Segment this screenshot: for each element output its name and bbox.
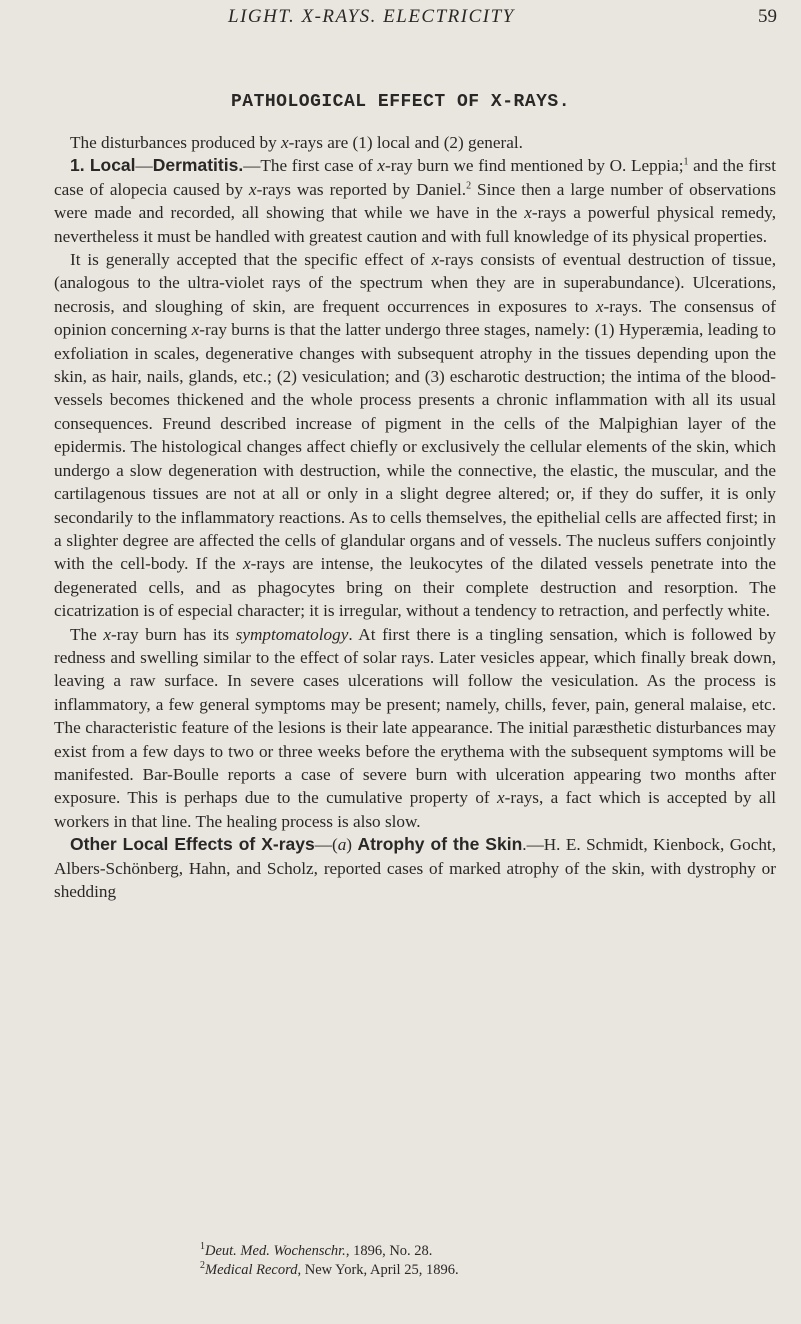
footnote-2 bbox=[0, 1261, 801, 1280]
italic-x: x bbox=[242, 554, 251, 574]
text-run: ) bbox=[346, 835, 358, 855]
paragraph-local-dermatitis bbox=[54, 154, 776, 248]
italic-letter: a bbox=[337, 835, 347, 855]
footnote-detail: , 1896, No. 28. bbox=[345, 1243, 433, 1259]
text-run: Since then a large number of observations were made and recorded, all showing that while we have in the bbox=[54, 179, 776, 223]
text-run: The disturbances produced by bbox=[70, 133, 281, 152]
italic-x: x bbox=[248, 179, 257, 199]
body-text bbox=[54, 131, 776, 903]
running-title: LIGHT. X-RAYS. ELECTRICITY bbox=[228, 6, 515, 27]
italic-x: x bbox=[595, 296, 604, 316]
heading-other-local-effects: Other Local Effects of X-rays bbox=[70, 834, 315, 855]
text-run: .—H. E. Schmidt, Kienbock, Gocht, Albers-Schönberg, Hahn, and Scholz, reported cases of marked atrophy of the skin, with dystrophy or shedding bbox=[54, 835, 777, 901]
paragraph-intro bbox=[54, 131, 776, 154]
paragraph-symptomatology bbox=[54, 623, 776, 834]
text-run: -rays consists of eventual destruction of tissue, (analogous to the ultra-violet rays of the spectrum when they are in superabundance). Ulcerations, necrosis, and sloughing of skin, are frequent occurrences in exposures to bbox=[54, 250, 776, 316]
text-run: The bbox=[70, 624, 104, 644]
text-run: -rays was reported by Daniel. bbox=[256, 179, 467, 199]
footnote-source: Deut. Med. Wochenschr. bbox=[205, 1243, 346, 1259]
running-head bbox=[0, 6, 801, 36]
text-run: -ray burn has its bbox=[110, 624, 236, 644]
text-run: -ray burn we find mentioned by O. Leppia; bbox=[384, 156, 684, 176]
dash: — bbox=[135, 156, 153, 176]
text-run: and the first case of alopecia caused by bbox=[54, 156, 776, 199]
text-run: —( bbox=[314, 835, 338, 855]
footnote-detail: , New York, April 25, 1896. bbox=[297, 1262, 459, 1278]
footnote-number: 2 bbox=[200, 1260, 205, 1272]
text-run: -rays are (1) local and (2) general. bbox=[288, 133, 523, 152]
heading-dermatitis: Dermatitis. bbox=[152, 155, 244, 176]
italic-x: x bbox=[280, 133, 289, 152]
section-title: PATHOLOGICAL EFFECT OF X-RAYS. bbox=[230, 92, 571, 112]
italic-x: x bbox=[524, 203, 532, 223]
heading-local: 1. Local bbox=[70, 155, 136, 176]
text-run: —The first case of bbox=[243, 156, 378, 176]
heading-atrophy: Atrophy of the Skin bbox=[357, 834, 523, 855]
paragraph-specific-effect bbox=[54, 248, 776, 623]
italic-x: x bbox=[191, 320, 200, 340]
footnotes bbox=[0, 1242, 801, 1280]
footnote-ref-1: 1 bbox=[683, 156, 689, 168]
italic-x: x bbox=[497, 788, 505, 808]
text-run: -rays. The consensus of opinion concerning bbox=[54, 296, 776, 340]
italic-x: x bbox=[431, 250, 440, 270]
text-run: -rays a powerful physical remedy, nevertheless it must be handled with greatest caution and with full knowledge of its physical properties. bbox=[54, 203, 776, 246]
text-run: . At first there is a tingling sensation, which is followed by redness and swelling similar to the effect of solar rays. Later vesicles appear, which finally break down, leaving a raw surface. In severe cases ulcerations will follow the vesiculation. As the process is inflammatory, a few general symptoms may be present; namely, chills, fever, pain, general malaise, etc. The characteristic feature of the lesions is their late appearance. The initial paræsthetic disturbances may exist from a few days to two or three weeks before the erythema with the subsequent symptoms will be manifested. Bar-Boulle reports a case of severe burn with ulceration appearing two months after exposure. This is perhaps due to the cumulative property of bbox=[54, 624, 777, 808]
footnote-1 bbox=[0, 1242, 801, 1261]
italic-x: x bbox=[377, 156, 385, 176]
paragraph-other-local-effects bbox=[54, 833, 776, 903]
page-number: 59 bbox=[758, 6, 777, 27]
text-run: -ray burns is that the latter undergo three stages, namely: (1) Hyperæmia, leading to exfoliation in scales, degenerative changes with subsequent atrophy in the tissues depending upon the skin, as hair, nails, glands, etc.; (2) vesiculation; and (3) escharotic destruction; the intima of the blood-vessels becomes thickened and the whole process presents a chronic inflammation with all its usual consequences. Freund described increase of pigment in the cells of the Malpighian layer of the epidermis. The histological changes affect chiefly or exclusively the cellular elements of the skin, which undergo a slow degeneration with destruction, while the connective, the elastic, the muscular, and the cartilagenous tissues are not at all or only in a slight degree altered; or, if they do suffer, it is only secondarily to the inflammatory reactions. As to cells themselves, the epithelial cells are affected first; in a slighter degree are affected the cells of glandular organs and of vessels. The nucleus suffers conjointly with the cell-body. If the bbox=[54, 320, 776, 574]
footnote-number: 1 bbox=[200, 1241, 205, 1253]
italic-x: x bbox=[103, 624, 111, 644]
footnote-source: Medical Record bbox=[205, 1262, 298, 1278]
italic-term: symptomatology bbox=[235, 624, 349, 644]
text-run: -rays, a fact which is accepted by all workers in that line. The healing process is also slow. bbox=[54, 788, 777, 831]
text-run: It is generally accepted that the specific effect of bbox=[70, 250, 432, 270]
text-run: -rays are intense, the leukocytes of the dilated vessels penetrate into the degenerated cells, and as phagocytes bring on their complete destruction and resorption. The cicatrization is of especial character; it is irregular, without a tendency to retraction, and perfectly white. bbox=[54, 554, 776, 621]
footnote-ref-2: 2 bbox=[466, 180, 472, 192]
